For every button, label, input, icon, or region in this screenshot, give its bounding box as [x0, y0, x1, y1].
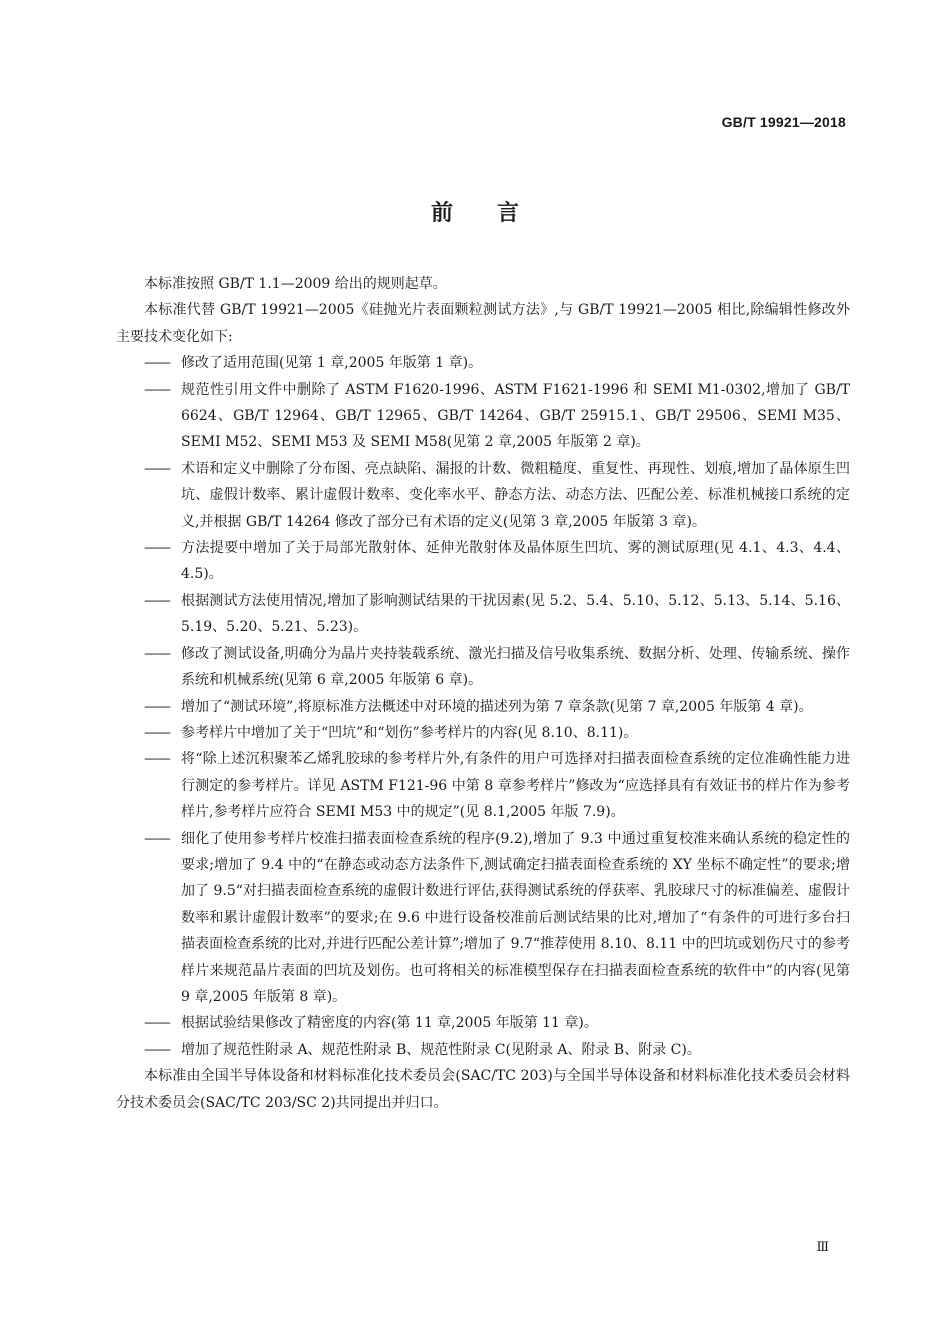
closing-paragraph: 本标准由全国半导体设备和材料标准化技术委员会(SAC/TC 203)与全国半导体设备和材料标准化技术委员会材料分技术委员会(SAC/TC 203/SC 2)共同提出并归口。 — [116, 1068, 850, 1111]
change-text: 增加了“测试环境”,将原标准方法概述中对环境的描述列为第 7 章条款(见第 7 章,2005 年版第 4 章)。 — [181, 698, 813, 715]
dash-marker: —— — [144, 540, 170, 557]
dash-marker: —— — [144, 698, 170, 715]
change-text: 细化了使用参考样片校准扫描表面检查系统的程序(9.2),增加了 9.3 中通过重复校准来确认系统的稳定性的要求;增加了 9.4 中的“在静态或动态方法条件下,测试确定扫描表面检查系统的 XY 坐标不确定性”的要求;增加了 9.5“对扫描表面检查系统的虚假计数进行评估,获得测试系统的俘获率、乳胶球尺寸的标准偏差、虚假计数率和累计虚假计数率”的要求;在 9.6 中进行设备校准前后测试结果的比对,增加了“有条件的可进行多台扫描表面检查系统的比对,并进行匹配公差计算”;增加了 9.7“推荐使用 8.10、8.11 中的凹坑或划伤尺寸的参考样片来规范晶片表面的凹坑及划伤。也可将相关的标准模型保存在扫描表面检查系统的软件中”的内容(见第 9 章,2005 年版第 8 章)。 — [181, 830, 850, 1005]
dash-marker: —— — [144, 592, 170, 609]
change-text: 根据试验结果修改了精密度的内容(第 11 章,2005 年版第 11 章)。 — [181, 1015, 598, 1032]
dash-marker: —— — [144, 381, 170, 398]
dash-marker: —— — [144, 751, 170, 768]
change-item — [116, 350, 850, 376]
change-text: 术语和定义中删除了分布图、亮点缺陷、漏报的计数、微粗糙度、重复性、再现性、划痕,增加了晶体原生凹坑、虚假计数率、累计虚假计数率、变化率水平、静态方法、动态方法、匹配公差、标准机械接口系统的定义,并根据 GB/T 14264 修改了部分已有术语的定义(见第 3 章,2005 年版第 3 章)。 — [181, 460, 850, 530]
change-item — [116, 588, 850, 641]
change-item — [116, 1010, 850, 1036]
dash-marker: —— — [144, 830, 170, 847]
change-text: 方法提要中增加了关于局部光散射体、延伸光散射体及晶体原生凹坑、雾的测试原理(见 4.1、4.3、4.4、4.5)。 — [181, 540, 850, 583]
change-text: 修改了测试设备,明确分为晶片夹持装载系统、激光扫描及信号收集系统、数据分析、处理、传输系统、操作系统和机械系统(见第 6 章,2005 年版第 6 章)。 — [181, 645, 850, 689]
change-item — [116, 535, 850, 588]
dash-marker: —— — [144, 355, 170, 372]
change-item — [116, 826, 850, 1011]
dash-marker: —— — [144, 1015, 170, 1032]
change-text: 修改了适用范围(见第 1 章,2005 年版第 1 章)。 — [181, 355, 483, 372]
dash-marker: —— — [144, 724, 170, 741]
change-item — [116, 456, 850, 535]
page-title: 前言 — [430, 201, 563, 226]
dash-marker: —— — [144, 460, 170, 477]
dash-marker: —— — [144, 645, 170, 662]
intro-paragraph-1: 本标准按照 GB/T 1.1—2009 给出的规则起草。 — [144, 276, 447, 292]
change-item — [116, 746, 850, 825]
dash-marker: —— — [144, 1041, 170, 1058]
change-text: 根据测试方法使用情况,增加了影响测试结果的干扰因素(见 5.2、5.4、5.10、5.12、5.13、5.14、5.16、5.19、5.20、5.21、5.23)。 — [181, 592, 850, 636]
change-text: 增加了规范性附录 A、规范性附录 B、规范性附录 C(见附录 A、附录 B、附录 C)。 — [181, 1041, 701, 1058]
change-item — [116, 720, 850, 746]
change-text: 规范性引用文件中删除了 ASTM F1620-1996、ASTM F1621-1996 和 SEMI M1-0302,增加了 GB/T 6624、GB/T 12964、GB/T 12965、GB/T 14264、GB/T 25915.1、GB/T 29506、SEMI M35、SEMI M52、SEMI M53 及 SEMI M58(见第 2 章,2005 年版第 2 章)。 — [181, 381, 850, 451]
change-item — [116, 1037, 850, 1063]
change-text: 参考样片中增加了关于“凹坑”和“划伤”参考样片的内容(见 8.10、8.11)。 — [181, 724, 638, 741]
change-item — [116, 641, 850, 694]
intro-paragraph-2: 本标准代替 GB/T 19921—2005《硅抛光片表面颗粒测试方法》,与 GB/T 19921—2005 相比,除编辑性修改外主要技术变化如下: — [116, 302, 850, 345]
change-item — [116, 377, 850, 456]
document-body — [116, 271, 850, 1116]
page-number: Ⅲ — [816, 1240, 829, 1255]
standard-number: GB/T 19921—2018 — [721, 114, 846, 130]
change-text: 将“除上述沉积聚苯乙烯乳胶球的参考样片外,有条件的用户可选择对扫描表面检查系统的定位准确性能力进行测定的参考样片。详见 ASTM F121-96 中第 8 章参考样片”修改为“应选择具有有效证书的样片作为参考样片,参考样片应符合 SEMI M53 中的规定”(见 8.1,2005 年版 7.9)。 — [181, 751, 850, 821]
change-item — [116, 694, 850, 720]
